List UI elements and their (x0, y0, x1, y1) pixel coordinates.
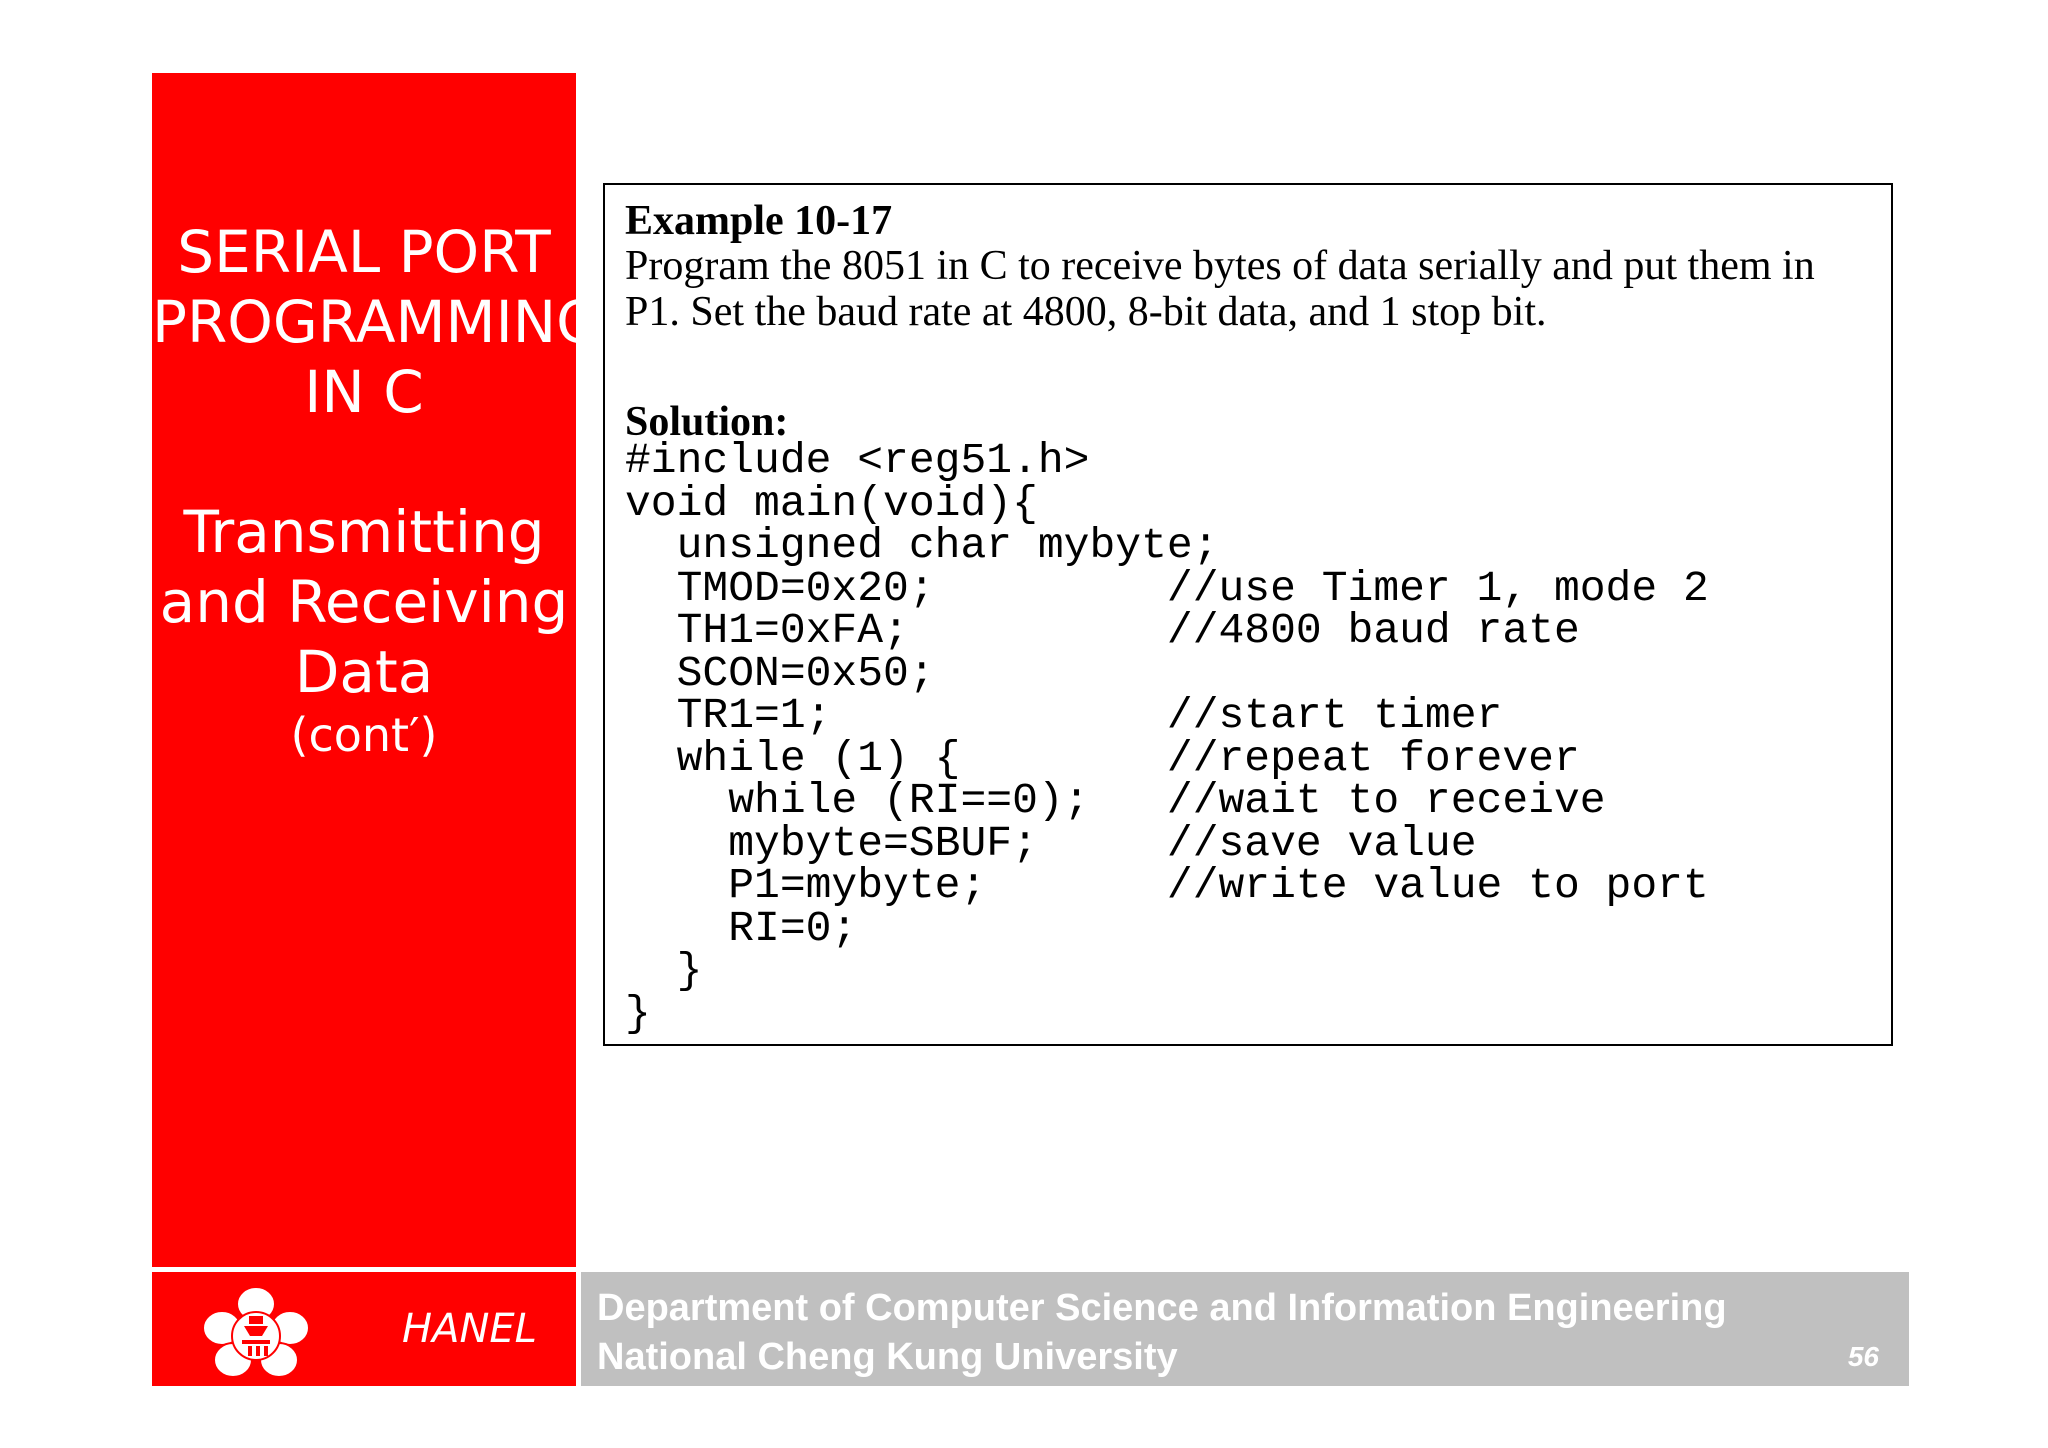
footer-department-panel (581, 1272, 1909, 1386)
code-line: SCON=0x50; (625, 648, 935, 698)
department-name: Department of Computer Science and Information Engineering (597, 1287, 1727, 1329)
university-name: National Cheng Kung University (597, 1336, 1178, 1378)
author-name: HANEL (402, 1306, 537, 1352)
example-box (603, 183, 1893, 1046)
section-subtitle (152, 497, 576, 763)
code-line: RI=0; (625, 903, 858, 953)
code-line: TR1=1; //start timer (625, 691, 1503, 740)
department-info (597, 1284, 1727, 1382)
university-emblem-icon (200, 1284, 312, 1380)
code-line: mybyte=SBUF; //save value (625, 818, 1477, 868)
continued-note: (cont′) (290, 708, 438, 762)
example-title: Example 10-17 (625, 198, 893, 244)
section-title (152, 217, 602, 427)
code-line: while (RI==0); //wait to receive (625, 776, 1606, 825)
footer-author-panel (152, 1272, 576, 1386)
code-line: } (625, 988, 651, 1038)
section-subtitle-line: Transmitting (183, 498, 545, 566)
code-line: TMOD=0x20; //use Timer 1, mode 2 (625, 563, 1709, 613)
section-subtitle-line: and Receiving (159, 568, 569, 636)
code-line: void main(void){ (625, 478, 1038, 528)
code-line: while (1) { //repeat forever (625, 733, 1580, 783)
page-number: 56 (1847, 1341, 1879, 1372)
example-description: Program the 8051 in C to receive bytes of data serially and put them in P1. Set the baud rate at 4800, 8-bit data, and 1 stop bit. (625, 243, 1815, 335)
sidebar (152, 73, 602, 1267)
section-title-line: PROGRAMMING (152, 288, 602, 356)
code-listing (625, 436, 1709, 1038)
section-title-line: IN C (304, 358, 424, 426)
section-subtitle-line: Data (294, 638, 434, 706)
section-title-line: SERIAL PORT (177, 218, 551, 286)
code-line: TH1=0xFA; //4800 baud rate (625, 606, 1580, 655)
code-line: #include <reg51.h> (625, 436, 1090, 485)
solution-label: Solution: (625, 399, 789, 445)
code-line: P1=mybyte; //write value to port (625, 861, 1709, 910)
code-line: } (625, 946, 703, 995)
code-line: unsigned char mybyte; (625, 521, 1219, 570)
